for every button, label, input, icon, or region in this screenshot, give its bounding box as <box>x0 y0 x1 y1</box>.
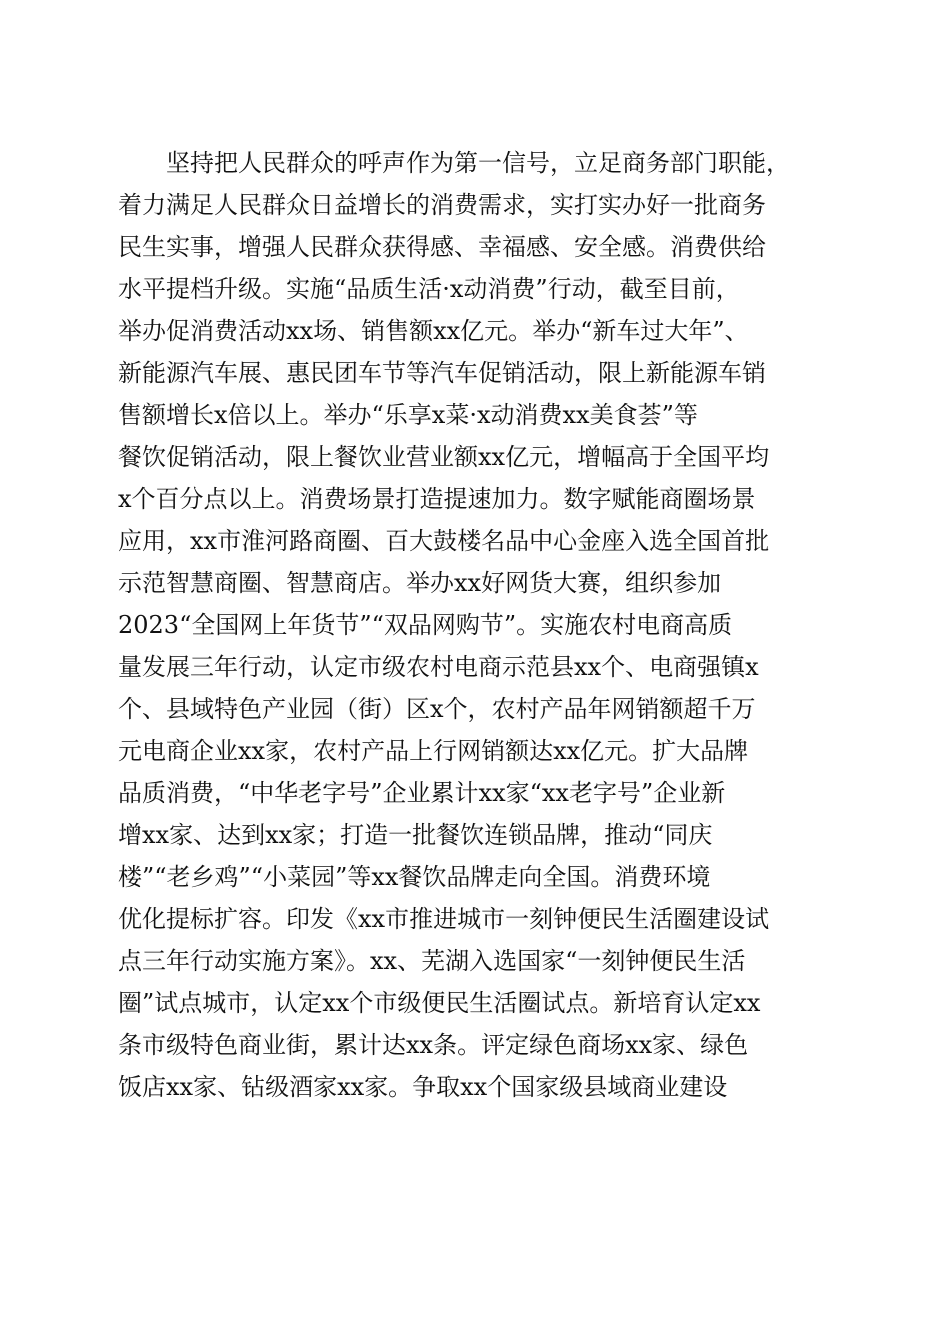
text-line: 饭店xx家、钻级酒家xx家。争取xx个国家级县域商业建设 <box>118 1073 728 1101</box>
text-line: 售额增长x倍以上。举办“乐享x菜·x动消费xx美食荟”等 <box>118 401 698 429</box>
text-line: 新能源汽车展、惠民团车节等汽车促销活动，限上新能源车销 <box>118 359 766 387</box>
text-line: 点三年行动实施方案》。xx、芜湖入选国家“一刻钟便民生活 <box>118 947 746 975</box>
text-line: 示范智慧商圈、智慧商店。举办xx好网货大赛，组织参加 <box>118 569 722 597</box>
text-line: 举办促消费活动xx场、销售额xx亿元。举办“新车过大年”、 <box>118 317 749 345</box>
text-line: 增xx家、达到xx家；打造一批餐饮连锁品牌，推动“同庆 <box>118 821 713 849</box>
text-line: 着力满足人民群众日益增长的消费需求，实打实办好一批商务 <box>118 191 766 219</box>
text-line: x个百分点以上。消费场景打造提速加力。数字赋能商圈场景 <box>118 485 756 513</box>
text-line: 楼”“老乡鸡”“小菜园”等xx餐饮品牌走向全国。消费环境 <box>118 863 711 891</box>
text-line: 2023“全国网上年货节”“双品网购节”。实施农村电商高质 <box>118 611 733 639</box>
text-line: 品质消费，“中华老字号”企业累计xx家“xx老字号”企业新 <box>118 779 726 807</box>
text-line: 元电商企业xx家，农村产品上行网销额达xx亿元。扩大品牌 <box>118 737 749 765</box>
text-line: 应用，xx市淮河路商圈、百大鼓楼名品中心金座入选全国首批 <box>118 527 770 555</box>
text-line: 水平提档升级。实施“品质生活·x动消费”行动，截至目前， <box>118 275 740 303</box>
text-line: 条市级特色商业街，累计达xx条。评定绿色商场xx家、绿色 <box>118 1031 749 1059</box>
text-line: 坚持把人民群众的呼声作为第一信号，立足商务部门职能， <box>118 149 790 177</box>
text-line: 民生实事，增强人民群众获得感、幸福感、安全感。消费供给 <box>118 233 766 261</box>
text-line: 圈”试点城市，认定xx个市级便民生活圈试点。新培育认定xx <box>118 989 761 1017</box>
text-line: 优化提标扩容。印发《xx市推进城市一刻钟便民生活圈建设试 <box>118 905 770 933</box>
text-line: 餐饮促销活动，限上餐饮业营业额xx亿元，增幅高于全国平均 <box>118 443 770 471</box>
text-line: 个、县域特色产业园（街）区x个，农村产品年网销额超千万 <box>118 695 756 723</box>
text-line: 量发展三年行动，认定市级农村电商示范县xx个、电商强镇x <box>118 653 759 681</box>
body-paragraph <box>118 142 838 1108</box>
